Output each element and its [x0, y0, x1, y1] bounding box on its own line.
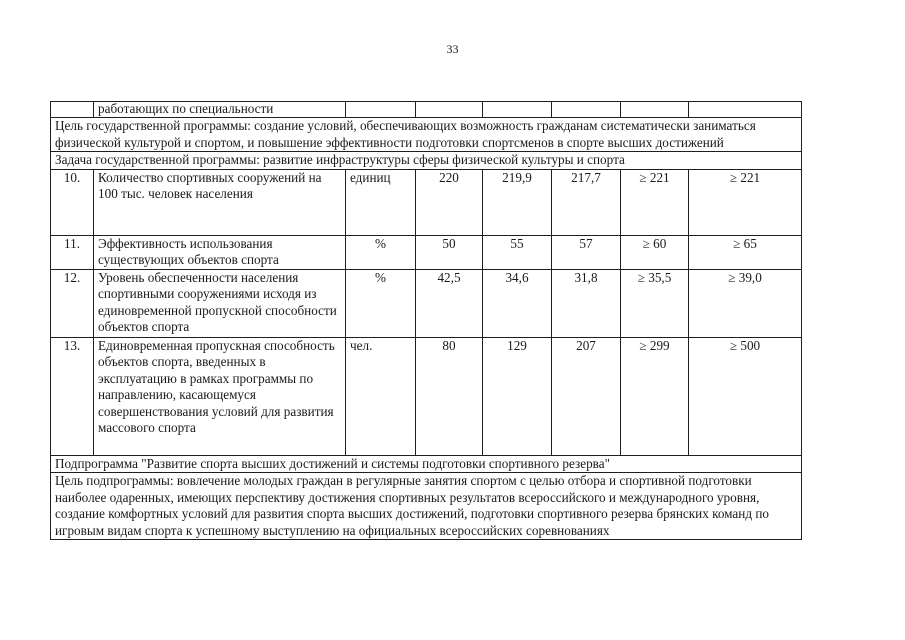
row-unit: чел.: [346, 337, 416, 455]
row-value-4: ≥ 60: [621, 235, 689, 269]
row-value-5: ≥ 39,0: [689, 269, 802, 337]
cell-value-2: [483, 102, 552, 118]
row-value-3: 207: [552, 337, 621, 455]
row-value-4: ≥ 35,5: [621, 269, 689, 337]
row-value-3: 31,8: [552, 269, 621, 337]
row-value-5: ≥ 500: [689, 337, 802, 455]
table-row-continued: [51, 102, 802, 118]
cell-value-4: [621, 102, 689, 118]
row-value-1: 50: [416, 235, 483, 269]
table-row: [51, 269, 802, 337]
cell-num: [51, 102, 94, 118]
cell-value-5: [689, 102, 802, 118]
row-value-2: 34,6: [483, 269, 552, 337]
subprogram-goal-row: [51, 473, 802, 540]
page-number: 33: [446, 42, 459, 56]
row-indicator: Количество спортивных сооружений на 100 тыс. человек населения: [94, 169, 346, 235]
row-value-2: 129: [483, 337, 552, 455]
row-number: 12.: [51, 269, 94, 337]
row-value-2: 55: [483, 235, 552, 269]
state-program-goal-row: [51, 118, 802, 152]
subprogram-title: Подпрограмма "Развитие спорта высших достижений и системы подготовки спортивного резерва": [51, 455, 802, 473]
row-value-4: ≥ 299: [621, 337, 689, 455]
table-row: [51, 337, 802, 455]
row-number: 11.: [51, 235, 94, 269]
state-program-task: Задача государственной программы: развитие инфраструктуры сферы физической культуры и спорта: [51, 152, 802, 170]
row-value-5: ≥ 221: [689, 169, 802, 235]
row-value-2: 219,9: [483, 169, 552, 235]
row-value-1: 42,5: [416, 269, 483, 337]
row-unit: %: [346, 269, 416, 337]
table-row: [51, 169, 802, 235]
subprogram-goal: Цель подпрограммы: вовлечение молодых граждан в регулярные занятия спортом с целью отбора и спортивной подготовки наиболее одаренных, имеющих перспективу достижения спортивных результатов всероссийского и международного уровня, создание комфортных условий для развития спорта высших достижений, подготовки спортивного резерва брянских команд по игровым видам спорта к успешному выступлению на официальных всероссийских соревнованиях: [51, 473, 802, 540]
cell-unit: [346, 102, 416, 118]
subprogram-title-row: [51, 455, 802, 473]
row-indicator: Уровень обеспеченности населения спортивными сооружениями исходя из единовременной пропускной способности объектов спорта: [94, 269, 346, 337]
row-value-3: 217,7: [552, 169, 621, 235]
row-number: 10.: [51, 169, 94, 235]
cell-indicator: работающих по специальности: [94, 102, 346, 118]
row-value-4: ≥ 221: [621, 169, 689, 235]
indicators-table: [50, 101, 802, 540]
state-program-goal: Цель государственной программы: создание условий, обеспечивающих возможность гражданам систематически заниматься физической культурой и спортом, и повышение эффективности подготовки спортсменов в спорте высших достижений: [51, 118, 802, 152]
row-number: 13.: [51, 337, 94, 455]
row-value-1: 220: [416, 169, 483, 235]
table-row: [51, 235, 802, 269]
row-unit: %: [346, 235, 416, 269]
row-indicator: Единовременная пропускная способность объектов спорта, введенных в эксплуатацию в рамках программы по направлению, касающемуся совершенствования условий для развития массового спорта: [94, 337, 346, 455]
row-indicator: Эффективность использования существующих объектов спорта: [94, 235, 346, 269]
state-program-task-row: [51, 152, 802, 170]
cell-value-1: [416, 102, 483, 118]
row-value-3: 57: [552, 235, 621, 269]
row-unit: единиц: [346, 169, 416, 235]
cell-value-3: [552, 102, 621, 118]
row-value-5: ≥ 65: [689, 235, 802, 269]
row-value-1: 80: [416, 337, 483, 455]
